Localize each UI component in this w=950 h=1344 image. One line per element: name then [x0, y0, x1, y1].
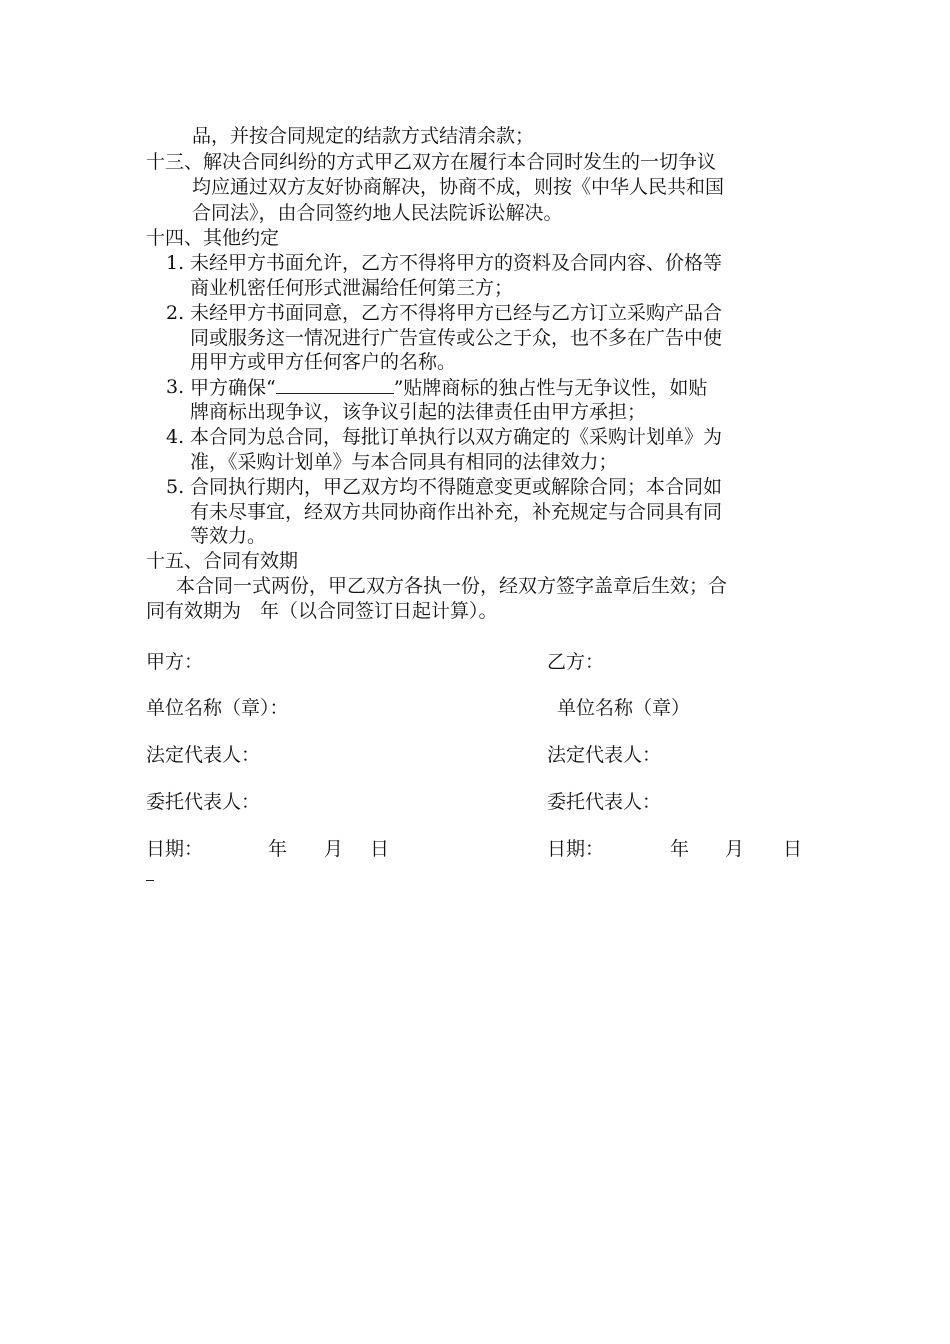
clause-14-item-2-line-3: 用甲方或甲方任何客户的名称。 — [190, 351, 457, 373]
clause-14-item-1-num: 1. — [166, 252, 185, 274]
clause-14-item-5-num: 5. — [166, 476, 185, 498]
clause-14-item-3-line-2: 牌商标出现争议，该争议引起的法律责任由甲方承担； — [190, 401, 647, 423]
clause-15-line-2: 同有效期为 年（以合同签订日起计算）。 — [146, 600, 498, 622]
clause-14-item-3-prefix: 甲方确保“ — [190, 377, 276, 399]
party-b-legal-representative: 法定代表人： — [547, 744, 662, 766]
party-b-agent: 委托代表人： — [547, 791, 662, 813]
party-b-year: 年 — [670, 838, 690, 860]
party-a-year: 年 — [268, 838, 288, 860]
clause-14-item-4-line-2: 准，《采购计划单》与本合同具有相同的法律效力； — [190, 451, 618, 473]
clause-14-item-2-line-2: 同或服务这一情况进行广告宣传或公之于众，也不多在广告中使 — [190, 327, 723, 349]
clause-13-line-1: 十三、解决合同纠纷的方式甲乙双方在履行本合同时发生的一切争议 — [146, 151, 717, 173]
party-a-day: 日 — [370, 838, 390, 860]
clause-14-item-4-line-1: 本合同为总合同，每批订单执行以双方确定的《采购计划单》为 — [190, 426, 723, 448]
party-b-month: 月 — [725, 838, 745, 860]
party-b-date-label: 日期： — [547, 838, 605, 860]
clause-15-line-1: 本合同一式两份，甲乙双方各执一份，经双方签字盖章后生效；合 — [176, 575, 728, 597]
clause-14-item-5-line-2: 有未尽事宜，经双方共同协商作出补充，补充规定与合同具有同 — [190, 501, 723, 523]
trailing-mark — [146, 880, 154, 881]
clause-14-item-1-line-2: 商业机密任何形式泄漏给任何第三方； — [190, 277, 514, 299]
clause-14-item-5-line-1: 合同执行期内，甲乙双方均不得随意变更或解除合同；本合同如 — [190, 476, 723, 498]
clause-12-tail: 品，并按合同规定的结款方式结清余款； — [192, 125, 535, 147]
party-a-agent: 委托代表人： — [146, 791, 261, 813]
clause-15-heading: 十五、合同有效期 — [146, 550, 299, 572]
party-b-label: 乙方： — [547, 651, 605, 673]
party-b-day: 日 — [783, 838, 803, 860]
clause-14-item-4-num: 4. — [166, 426, 185, 448]
clause-13-line-3: 合同法》，由合同签约地人民法院诉讼解决。 — [192, 202, 563, 224]
party-a-legal-representative: 法定代表人： — [146, 744, 261, 766]
clause-14-item-3-line-1 — [190, 375, 707, 399]
clause-14-item-2-num: 2. — [166, 302, 185, 324]
clause-14-item-2-line-1: 未经甲方书面同意，乙方不得将甲方已经与乙方订立采购产品合 — [190, 302, 723, 324]
party-a-label: 甲方： — [146, 651, 204, 673]
clause-14-item-1-line-1: 未经甲方书面允许，乙方不得将甲方的资料及合同内容、价格等 — [190, 252, 723, 274]
clause-13-line-2: 均应通过双方友好协商解决，协商不成，则按《中华人民共和国 — [192, 176, 725, 198]
party-b-unit-name: 单位名称（章） — [557, 697, 691, 719]
party-a-date-label: 日期： — [146, 838, 204, 860]
clause-14-item-3-suffix: ”贴牌商标的独占性与无争议性，如贴 — [393, 377, 708, 399]
party-a-unit-name: 单位名称（章）： — [146, 697, 289, 719]
clause-14-item-5-line-3: 等效力。 — [190, 525, 267, 547]
clause-14-item-3-num: 3. — [166, 376, 185, 398]
clause-14-heading: 十四、其他约定 — [146, 227, 280, 249]
trademark-blank[interactable] — [276, 375, 394, 394]
party-a-month: 月 — [324, 838, 344, 860]
